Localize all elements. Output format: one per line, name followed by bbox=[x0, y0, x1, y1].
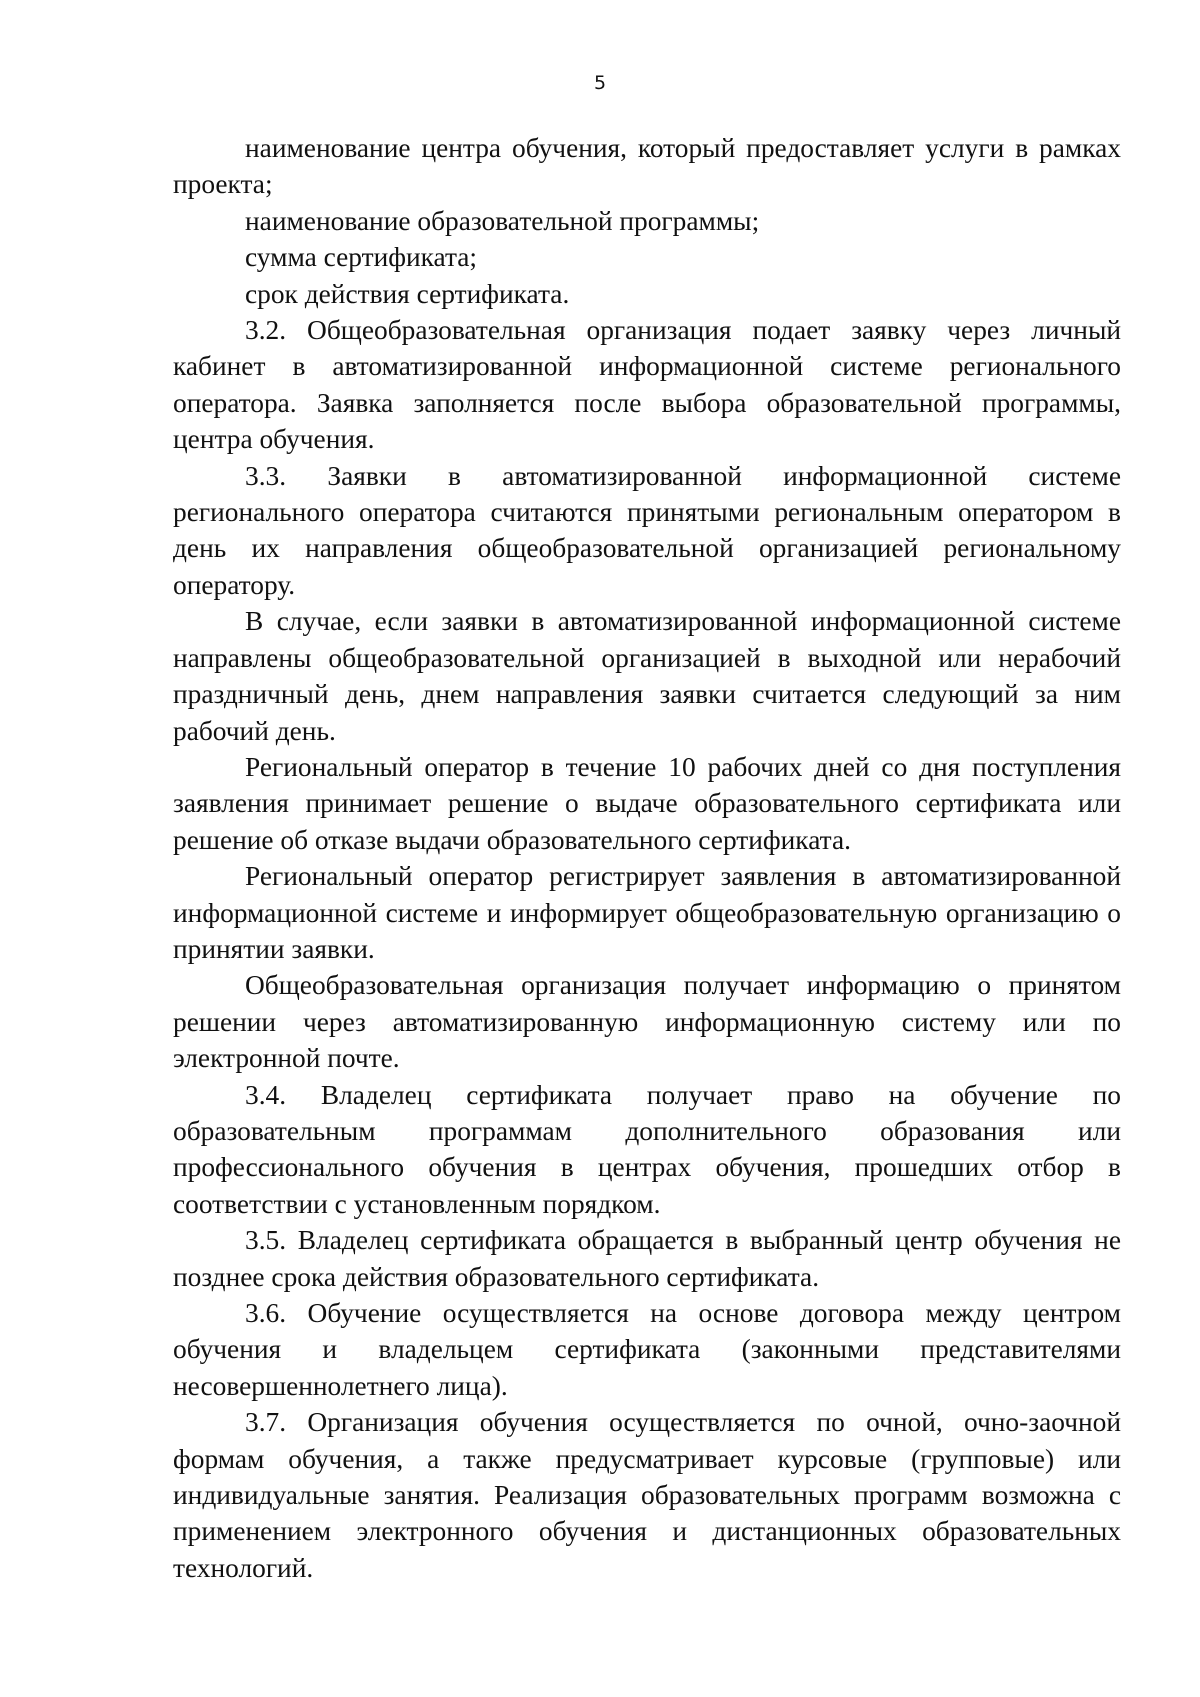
paragraph-registration: Региональный оператор регистрирует заявления в автоматизированной информационной системе и информирует общеобразовательную организацию о принятии заявки. bbox=[173, 861, 1121, 964]
paragraph-3-6: 3.6. Обучение осуществляется на основе договора между центром обучения и владельцем сертификата (законными представителями несовершеннолетнего лица). bbox=[173, 1298, 1121, 1401]
paragraph-certificate-validity: срок действия сертификата. bbox=[245, 278, 570, 309]
paragraph-weekend-submission: В случае, если заявки в автоматизированной информационной системе направлены общеобразовательной организацией в выходной или нерабочий праздничный день, днем направления заявки считается следующий за ним рабочий день. bbox=[173, 606, 1121, 746]
document-body bbox=[173, 130, 1121, 1586]
paragraph-training-center-name: наименование центра обучения, который предоставляет услуги в рамках проекта; bbox=[173, 133, 1121, 200]
paragraph-3-5: 3.5. Владелец сертификата обращается в выбранный центр обучения не позднее срока действия образовательного сертификата. bbox=[173, 1225, 1121, 1292]
page-number: 5 bbox=[593, 72, 607, 94]
paragraph-decision-period: Региональный оператор в течение 10 рабочих дней со дня поступления заявления принимает решение о выдаче образовательного сертификата или решение об отказе выдачи образовательного сертификата. bbox=[173, 751, 1121, 855]
paragraph-3-2: 3.2. Общеобразовательная организация подает заявку через личный кабинет в автоматизированной информационной системе регионального оператора. Заявка заполняется после выбора образовательной программы, центра обучения. bbox=[173, 315, 1121, 455]
paragraph-decision-notification: Общеобразовательная организация получает информацию о принятом решении через автоматизированную информационную систему или по электронной почте. bbox=[173, 970, 1121, 1074]
paragraph-certificate-amount: сумма сертификата; bbox=[245, 242, 478, 273]
paragraph-program-name: наименование образовательной программы; bbox=[245, 205, 760, 236]
paragraph-3-7: 3.7. Организация обучения осуществляется по очной, очно-заочной формам обучения, а также предусматривает курсовые (групповые) или индивидуальные занятия. Реализация образовательных программ возможна с применением электронного обучения и дистанционных образовательных технологий. bbox=[173, 1407, 1121, 1583]
paragraph-3-3: 3.3. Заявки в автоматизированной информационной системе регионального оператора считаются принятыми региональным оператором в день их направления общеобразовательной организацией региональному оператору. bbox=[173, 460, 1121, 600]
paragraph-3-4: 3.4. Владелец сертификата получает право на обучение по образовательным программам дополнительного образования или профессионального обучения в центрах обучения, прошедших отбор в соответствии с установленным порядком. bbox=[173, 1079, 1121, 1219]
